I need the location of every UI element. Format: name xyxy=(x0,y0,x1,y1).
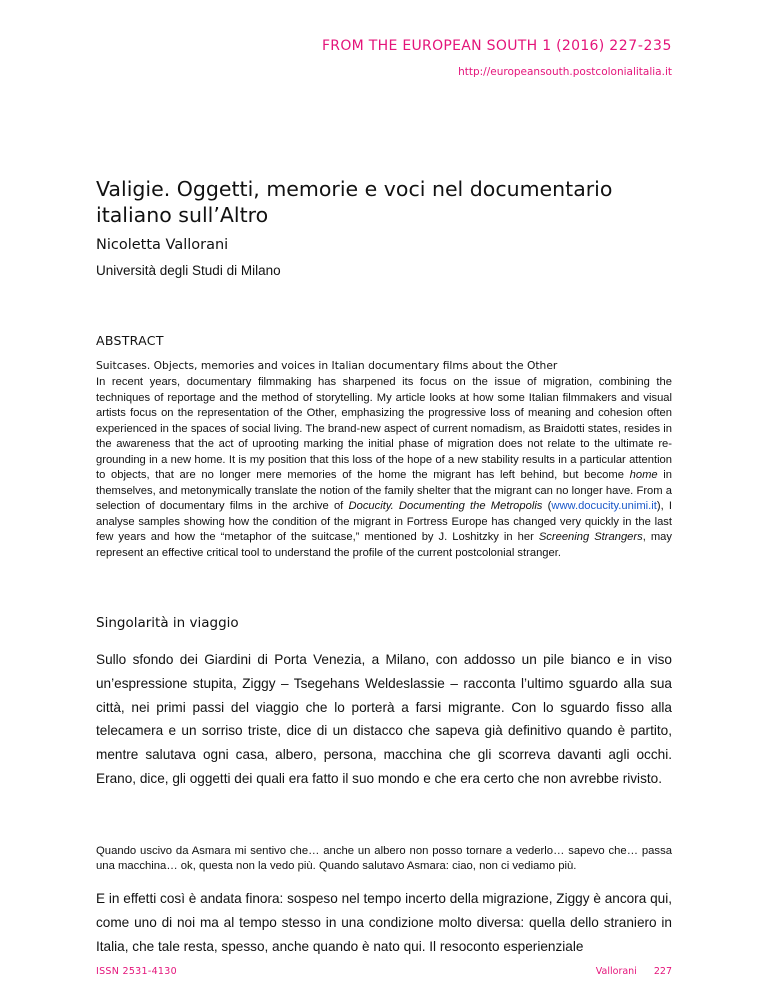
block-quote: Quando uscivo da Asmara mi sentivo che… anche un albero non posso tornare a vederlo… sapevo che… passa una macchina… ok, questa non la vedo più. Quando salutavo Asmara: ciao, non ci vediamo più. xyxy=(96,845,672,873)
abstract-emphasis-screening-strangers: Screening Strangers xyxy=(538,531,643,543)
abstract-subtitle: Suitcases. Objects, memories and voices in Italian documentary films about the Other xyxy=(96,359,558,372)
journal-pages: 227-235 xyxy=(609,38,672,54)
journal-year: (2016) xyxy=(556,38,605,54)
journal-citation xyxy=(322,36,672,56)
body-paragraph-2: E in effetti così è andata finora: sospeso nel tempo incerto della migrazione, Ziggy è ancora qui, come uno di noi ma al tempo stesso in una condizione molto diversa: quella dello straniero in Italia, che tale resta, spesso, anche quando è nato qui. Il resoconto esperienziale xyxy=(96,891,672,954)
journal-url[interactable]: http://europeansouth.postcolonialitalia.it xyxy=(458,66,672,78)
footer-author: Vallorani xyxy=(595,966,637,977)
article-title: Valigie. Oggetti, memorie e voci nel documentario italiano sull’Altro xyxy=(96,177,613,227)
abstract-body: In recent years, documentary filmmaking has sharpened its focus on the issue of migration, combining the techniques of reportage and the method of storytelling. My article looks at how some Italian filmmakers and visual artists focus on the representation of the Other, emphasizing the progressive loss of meaning and cohesion often experienced in the spaces of social living. The brand-new aspect of current nomadism, as Braidotti states, resides in the awareness that the act of uprooting marking the initial phase of migration does not relate to the ultimate re-grounding in a new home. It is my position that this loss of the hope of a new stability results in a particular attention to objects, that are no longer mere memories of the home the migrant has left behind, but become home in themselves, and metonymically translate the notion of the family shelter that the migrant can no longer have. From a selection of documentary films in the archive of Docucity. Documenting the Metropolis (www.docucity.unimi.it), I analyse samples showing how the condition of the migrant in Fortress Europe has changed very quickly in the last few years and how the “metaphor of the suitcase,” mentioned by J. Loshitzky in her Screening Strangers, may represent an effective critical tool to understand the profile of the current postcolonial stranger. xyxy=(96,376,673,559)
author-name: Nicoletta Vallorani xyxy=(96,237,229,253)
page-number: 227 xyxy=(653,966,672,977)
author-affiliation: Università degli Studi di Milano xyxy=(96,263,281,278)
journal-header xyxy=(322,36,672,78)
docucity-link[interactable]: www.docucity.unimi.it xyxy=(551,500,657,512)
abstract-emphasis-docucity: Docucity. Documenting the Metropolis xyxy=(348,500,543,512)
abstract-heading: ABSTRACT xyxy=(96,333,164,348)
journal-name: FROM THE EUROPEAN SOUTH xyxy=(321,38,538,54)
body-paragraph-1: Sullo sfondo dei Giardini di Porta Venezia, a Milano, con addosso un pile bianco e in viso un’espressione stupita, Ziggy – Tsegehans Weldeslassie – racconta l’ultimo sguardo alla sua città, nei primi passi del viaggio che lo porterà a farsi migrante. Con lo sguardo fisso alla telecamera e un sorriso triste, dice di un distacco che sapeva già definitivo quando è partito, mentre salutava ogni casa, albero, persona, macchina che gli scorreva davanti agli occhi. Erano, dice, gli oggetti dei quali era fatto il suo mondo e che era certo che non avrebbe rivisto. xyxy=(96,652,672,786)
abstract-emphasis-home: home xyxy=(629,469,658,481)
journal-issue: 1 xyxy=(542,38,552,54)
footer-running-head xyxy=(596,966,672,977)
section-heading: Singolarità in viaggio xyxy=(96,615,239,631)
footer-issn: ISSN 2531-4130 xyxy=(96,966,177,977)
